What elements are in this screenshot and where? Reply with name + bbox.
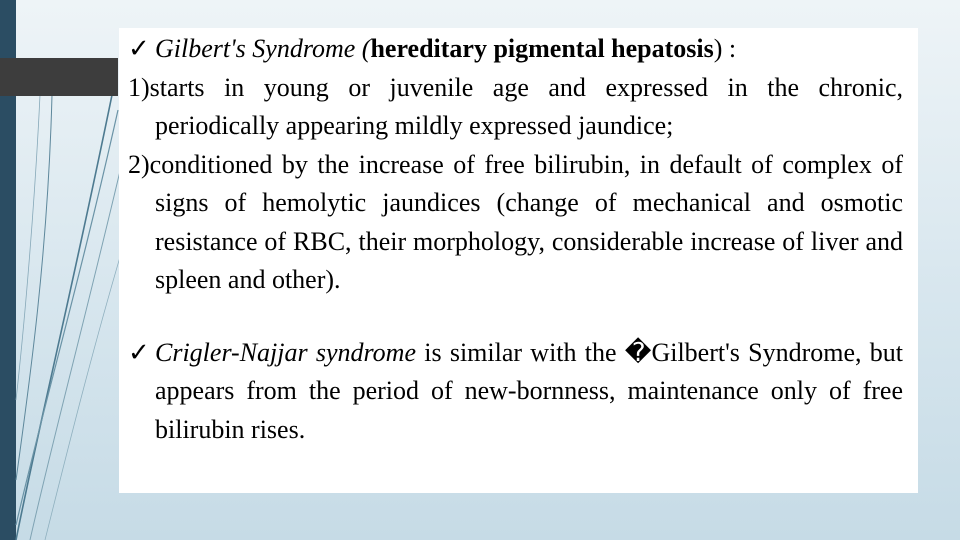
item-gilbert-title (128, 30, 903, 69)
checkmark-icon: ✓ (128, 337, 150, 367)
gilbert-title-italic: Gilbert's Syndrome ( (155, 34, 371, 63)
checkmark-icon: ✓ (128, 34, 150, 63)
crigler-text: is similar with the �Gilbert's Syndrome, but appears from the period of new-bornness, maintenance only of free bilirubin rises. (155, 337, 903, 444)
gilbert-title-bold: hereditary pigmental hepatosis (370, 34, 714, 63)
gilbert-title-rest: ) : (713, 34, 737, 63)
crigler-title-italic: Crigler-Najjar syndrome (155, 337, 416, 367)
paragraph-gap (128, 300, 903, 334)
gilbert-point-1: 1)starts in young or juvenile age and expressed in the chronic, periodically appearing mildly expressed jaundice; (128, 72, 903, 140)
slide-text (128, 30, 903, 449)
accent-tab (0, 58, 118, 96)
gilbert-point-2: 2)conditioned by the increase of free bilirubin, in default of complex of signs of hemolytic jaundices (change of mechanical and osmotic resistance of RBC, their morphology, considerable increase of liver and spleen and other). (128, 149, 903, 294)
item-crigler-najjar (128, 334, 903, 450)
